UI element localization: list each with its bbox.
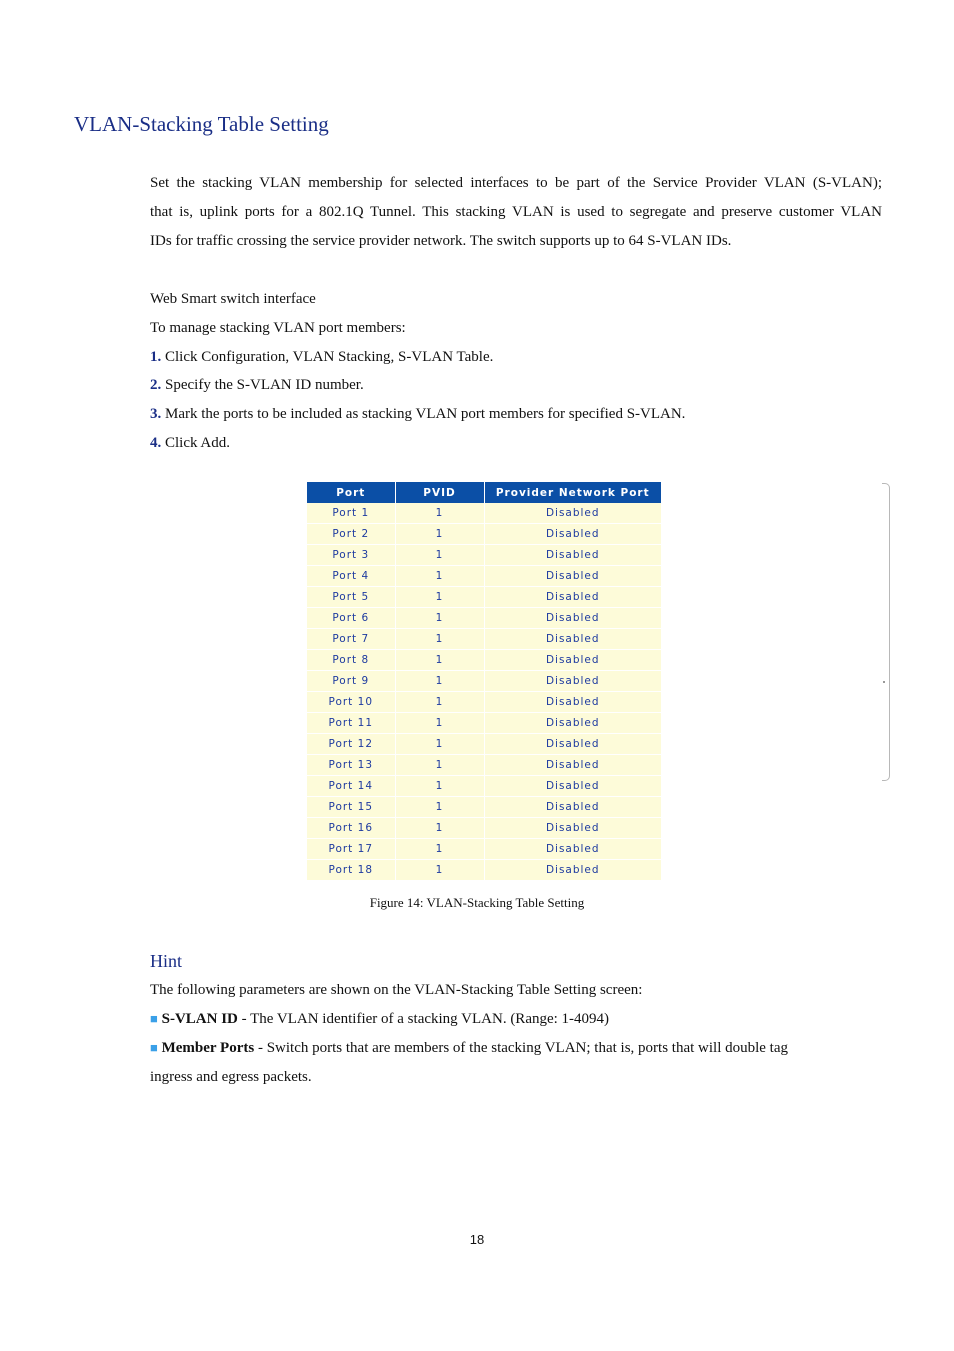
table-header-row xyxy=(307,482,661,503)
table-row xyxy=(307,734,661,755)
pvid-cell: 1 xyxy=(395,524,484,545)
provider-network-port-cell: Disabled xyxy=(484,524,661,545)
provider-network-port-cell: Disabled xyxy=(484,755,661,776)
pvid-cell: 1 xyxy=(395,545,484,566)
provider-network-port-cell: Disabled xyxy=(484,713,661,734)
port-cell: Port 9 xyxy=(307,671,395,692)
manage-label: To manage stacking VLAN port members: xyxy=(150,320,406,336)
pvid-cell: 1 xyxy=(395,587,484,608)
pvid-cell: 1 xyxy=(395,566,484,587)
side-dot xyxy=(883,681,885,683)
pvid-cell: 1 xyxy=(395,608,484,629)
table-row xyxy=(307,713,661,734)
port-cell: Port 12 xyxy=(307,734,395,755)
pvid-cell: 1 xyxy=(395,860,484,881)
provider-network-port-cell: Disabled xyxy=(484,545,661,566)
table-row xyxy=(307,839,661,860)
step-number: 4. xyxy=(150,435,162,451)
provider-network-port-cell: Disabled xyxy=(484,608,661,629)
provider-network-port-cell: Disabled xyxy=(484,671,661,692)
provider-network-port-cell: Disabled xyxy=(484,797,661,818)
table-row xyxy=(307,587,661,608)
figure-caption: Figure 14: VLAN-Stacking Table Setting xyxy=(369,895,585,910)
port-cell: Port 5 xyxy=(307,587,395,608)
pvid-cell: 1 xyxy=(395,503,484,524)
port-cell: Port 3 xyxy=(307,545,395,566)
port-cell: Port 6 xyxy=(307,608,395,629)
table-body xyxy=(307,503,661,881)
table-row xyxy=(307,629,661,650)
table-row xyxy=(307,797,661,818)
step-4 xyxy=(150,433,230,453)
port-cell: Port 17 xyxy=(307,839,395,860)
step-2 xyxy=(150,375,364,395)
table-row xyxy=(307,545,661,566)
step-text: Mark the ports to be included as stacking VLAN port members for specified S-VLAN. xyxy=(161,406,686,422)
intro-line: Set the stacking VLAN membership for selected interfaces to be part of the Service Provider VLAN (S-VLAN); xyxy=(150,175,882,191)
pvid-cell: 1 xyxy=(395,818,484,839)
port-cell: Port 16 xyxy=(307,818,395,839)
pvid-cell: 1 xyxy=(395,629,484,650)
intro-paragraph xyxy=(150,169,882,256)
port-cell: Port 2 xyxy=(307,524,395,545)
hint-bullet-svlan-id xyxy=(150,1009,609,1029)
provider-network-port-cell: Disabled xyxy=(484,776,661,797)
pvid-cell: 1 xyxy=(395,734,484,755)
vlan-stacking-table xyxy=(307,482,661,881)
provider-network-port-cell: Disabled xyxy=(484,818,661,839)
step-number: 1. xyxy=(150,349,162,365)
table-row xyxy=(307,755,661,776)
pvid-cell: 1 xyxy=(395,839,484,860)
provider-network-port-cell: Disabled xyxy=(484,587,661,608)
provider-network-port-cell: Disabled xyxy=(484,650,661,671)
provider-network-port-cell: Disabled xyxy=(484,734,661,755)
table-row xyxy=(307,650,661,671)
pvid-cell: 1 xyxy=(395,797,484,818)
hint-bullet-continuation: ingress and egress packets. xyxy=(150,1069,312,1085)
table-row xyxy=(307,503,661,524)
port-cell: Port 8 xyxy=(307,650,395,671)
pvid-cell: 1 xyxy=(395,692,484,713)
table-row xyxy=(307,818,661,839)
interface-label: Web Smart switch interface xyxy=(150,291,316,307)
column-header-provider-network-port: Provider Network Port xyxy=(484,482,661,503)
column-header-pvid: PVID xyxy=(395,482,484,503)
provider-network-port-cell: Disabled xyxy=(484,839,661,860)
port-cell: Port 15 xyxy=(307,797,395,818)
step-number: 2. xyxy=(150,377,162,393)
intro-line: IDs for traffic crossing the service provider network. The switch supports up to 64 S-VLAN IDs. xyxy=(150,233,732,249)
table-row xyxy=(307,566,661,587)
bullet-desc: - Switch ports that are members of the stacking VLAN; that is, ports that will double tag xyxy=(254,1040,789,1056)
pvid-cell: 1 xyxy=(395,755,484,776)
port-cell: Port 10 xyxy=(307,692,395,713)
table-row xyxy=(307,524,661,545)
column-header-port: Port xyxy=(307,482,395,503)
step-text: Click Configuration, VLAN Stacking, S-VLAN Table. xyxy=(161,349,494,365)
step-number: 3. xyxy=(150,406,162,422)
page-number: 18 xyxy=(469,1232,485,1247)
provider-network-port-cell: Disabled xyxy=(484,629,661,650)
table-row xyxy=(307,671,661,692)
table-row xyxy=(307,608,661,629)
port-cell: Port 14 xyxy=(307,776,395,797)
port-cell: Port 7 xyxy=(307,629,395,650)
step-text: Click Add. xyxy=(161,435,231,451)
intro-line: that is, uplink ports for a 802.1Q Tunnel. This stacking VLAN is used to segregate and preserve customer VLAN xyxy=(150,204,882,220)
vlan-stacking-table-screenshot xyxy=(307,482,661,881)
hint-bullet-member-ports xyxy=(150,1038,788,1058)
bullet-desc: - The VLAN identifier of a stacking VLAN. (Range: 1-4094) xyxy=(237,1011,610,1027)
table-row xyxy=(307,860,661,881)
square-bullet-icon: ■ xyxy=(150,1011,158,1026)
port-cell: Port 11 xyxy=(307,713,395,734)
provider-network-port-cell: Disabled xyxy=(484,692,661,713)
table-row xyxy=(307,692,661,713)
provider-network-port-cell: Disabled xyxy=(484,503,661,524)
port-cell: Port 1 xyxy=(307,503,395,524)
side-bracket xyxy=(882,483,890,781)
hint-intro: The following parameters are shown on the VLAN-Stacking Table Setting screen: xyxy=(150,982,643,998)
port-cell: Port 18 xyxy=(307,860,395,881)
step-text: Specify the S-VLAN ID number. xyxy=(161,377,364,393)
step-1 xyxy=(150,347,493,367)
hint-title: Hint xyxy=(150,951,183,971)
bullet-term: Member Ports xyxy=(161,1040,255,1056)
provider-network-port-cell: Disabled xyxy=(484,566,661,587)
table-row xyxy=(307,776,661,797)
square-bullet-icon: ■ xyxy=(150,1040,158,1055)
port-cell: Port 13 xyxy=(307,755,395,776)
provider-network-port-cell: Disabled xyxy=(484,860,661,881)
pvid-cell: 1 xyxy=(395,650,484,671)
bullet-term: S-VLAN ID xyxy=(161,1011,238,1027)
pvid-cell: 1 xyxy=(395,671,484,692)
section-title: VLAN-Stacking Table Setting xyxy=(74,112,329,136)
step-3 xyxy=(150,404,685,424)
port-cell: Port 4 xyxy=(307,566,395,587)
pvid-cell: 1 xyxy=(395,776,484,797)
pvid-cell: 1 xyxy=(395,713,484,734)
